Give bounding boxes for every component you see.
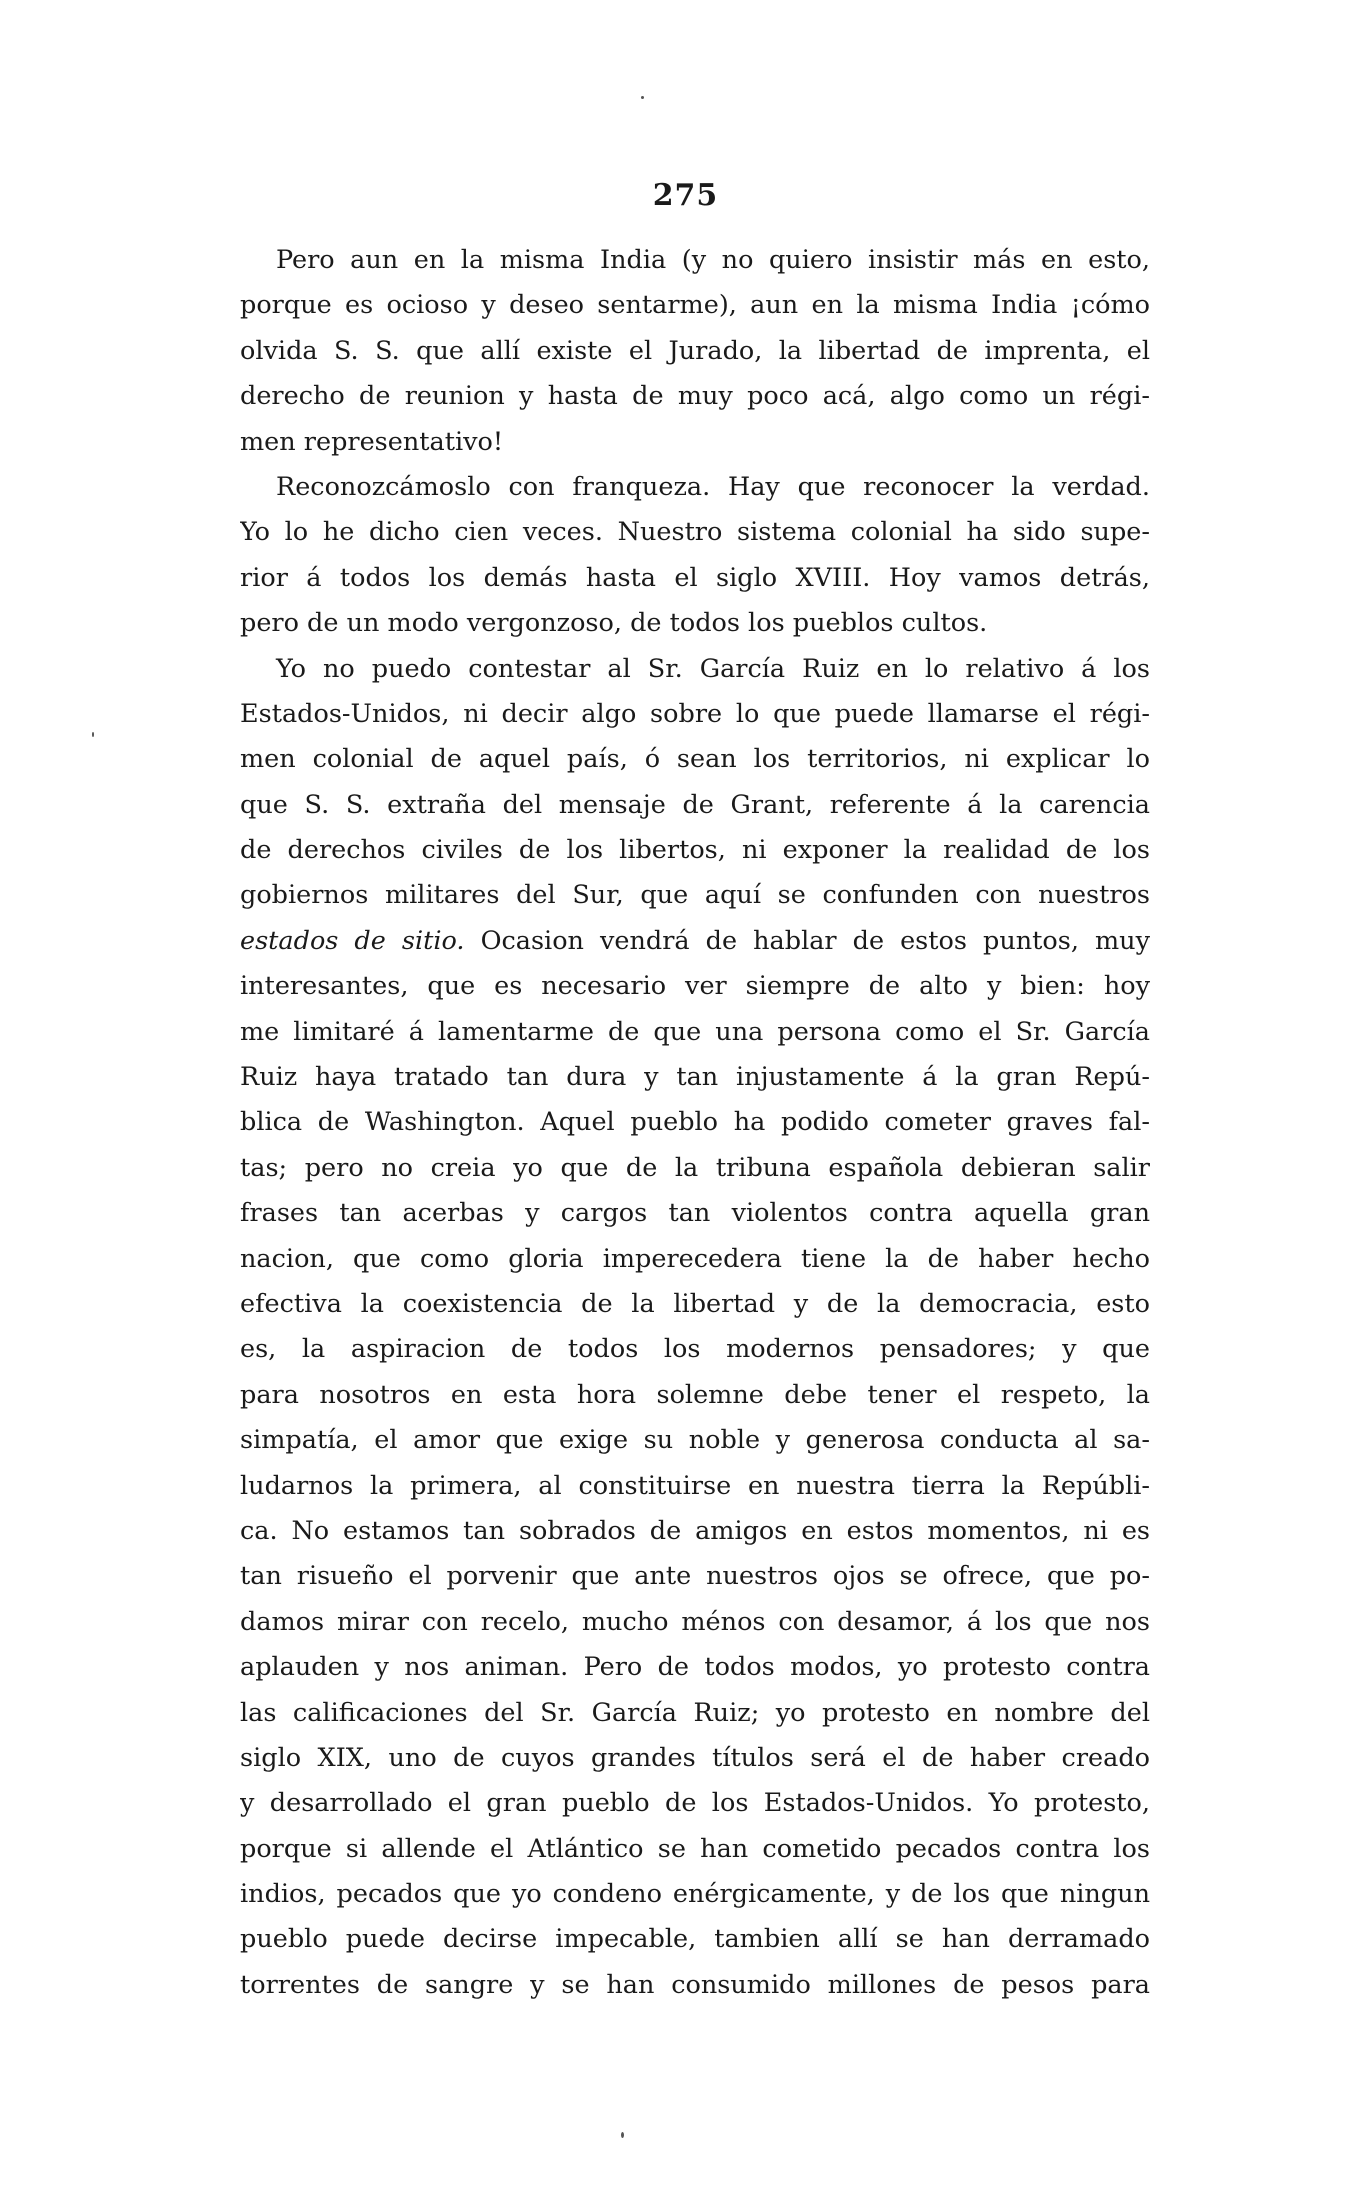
text-line: siglo XIX, uno de cuyos grandes títulos será el de haber creado [240,1742,1150,1773]
text-line: Reconozcámoslo con franqueza. Hay que reconocer la verdad. [276,471,1150,502]
text-line: torrentes de sangre y se han consumido millones de pesos para [240,1969,1150,2000]
text-line: simpatía, el amor que exige su noble y generosa conducta al sa- [240,1425,1150,1456]
page-number: 275 [652,178,719,213]
text-line: porque si allende el Atlántico se han cometido pecados contra los [240,1833,1150,1864]
text-line: damos mirar con recelo, mucho ménos con desamor, á los que nos [240,1606,1150,1637]
text-line: interesantes, que es necesario ver siempre de alto y bien: hoy [240,971,1150,1002]
text-line: rior á todos los demás hasta el siglo XVIII. Hoy vamos detrás, [240,562,1150,593]
text-line: Yo no puedo contestar al Sr. García Ruiz en lo relativo á los [276,653,1150,684]
text-line: efectiva la coexistencia de la libertad y de la democracia, esto [240,1288,1150,1319]
text-line: para nosotros en esta hora solemne debe tener el respeto, la [240,1379,1150,1410]
text-line: indios, pecados que yo condeno enérgicamente, y de los que ningun [240,1879,1150,1910]
text-line: de derechos civiles de los libertos, ni exponer la realidad de los [240,835,1150,866]
text-line: y desarrollado el gran pueblo de los Estados-Unidos. Yo protesto, [240,1788,1150,1819]
text-line: las calificaciones del Sr. García Ruiz; yo protesto en nombre del [240,1697,1150,1728]
text-line: ca. No estamos tan sobrados de amigos en estos momentos, ni es [240,1515,1150,1546]
text-line: frases tan acerbas y cargos tan violentos contra aquella gran [240,1198,1150,1229]
text-line: ludarnos la primera, al constituirse en nuestra tierra la Repúbli- [240,1470,1150,1501]
text-line: es, la aspiracion de todos los modernos pensadores; y que [240,1334,1150,1365]
text-line: men representativo! [240,426,504,457]
text-line: gobiernos militares del Sur, que aquí se confunden con nuestros [240,880,1150,911]
text-line: Estados-Unidos, ni decir algo sobre lo que puede llamarse el régi- [240,698,1150,729]
scan-speck [641,96,644,99]
scan-speck [621,2132,624,2138]
text-line: aplauden y nos animan. Pero de todos modos, yo protesto contra [240,1652,1150,1683]
scan-speck [92,732,94,737]
text-line: nacion, que como gloria imperecedera tiene la de haber hecho [240,1243,1150,1274]
text-line: blica de Washington. Aquel pueblo ha podido cometer graves fal- [240,1107,1150,1138]
text-line: men colonial de aquel país, ó sean los territorios, ni explicar lo [240,744,1150,775]
text-line: que S. S. extraña del mensaje de Grant, referente á la carencia [240,789,1150,820]
text-line: tas; pero no creia yo que de la tribuna española debieran salir [240,1152,1150,1183]
text-line: pueblo puede decirse impecable, tambien allí se han derramado [240,1924,1150,1955]
text-line: me limitaré á lamentarme de que una persona como el Sr. García [240,1016,1150,1047]
text-line: derecho de reunion y hasta de muy poco acá, algo como un régi- [240,381,1150,412]
text-line: Pero aun en la misma India (y no quiero insistir más en esto, [276,245,1150,275]
text-line: porque es ocioso y deseo sentarme), aun en la misma India ¡cómo [240,290,1150,321]
body-text [240,238,1150,2008]
text-line: tan risueño el porvenir que ante nuestros ojos se ofrece, que po- [240,1561,1150,1592]
italic-phrase: estados de sitio. [240,925,465,956]
text-line: olvida S. S. que allí existe el Jurado, la libertad de imprenta, el [240,335,1150,366]
text-line: Yo lo he dicho cien veces. Nuestro sistema colonial ha sido supe- [240,517,1150,548]
text-line: Ruiz haya tratado tan dura y tan injustamente á la gran Repú- [240,1062,1150,1093]
text-line: estados de sitio. Ocasion vendrá de hablar de estos puntos, muy [240,925,1150,956]
text-line: pero de un modo vergonzoso, de todos los pueblos cultos. [240,608,988,639]
